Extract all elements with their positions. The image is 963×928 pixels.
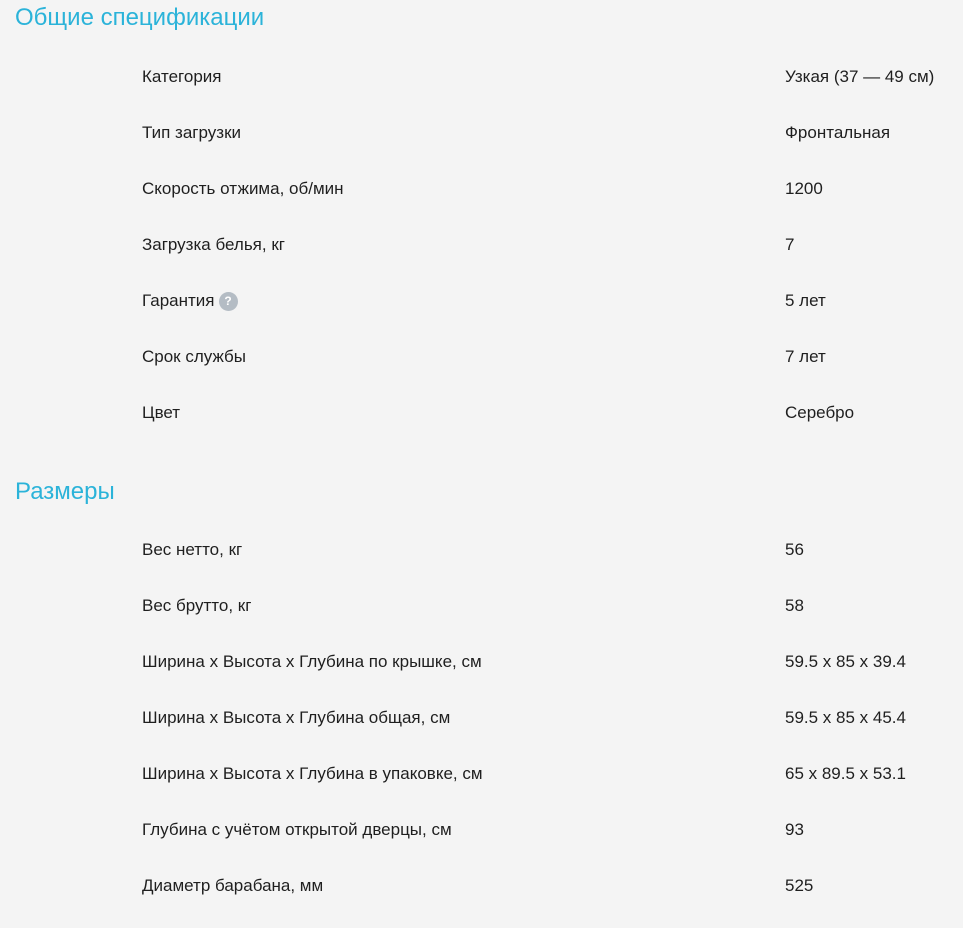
general-spec-list [0, 49, 963, 441]
spec-row-category [0, 49, 963, 105]
dimensions-spec-list [0, 522, 963, 914]
spec-label: Загрузка белья, кг [142, 235, 285, 254]
section-title-general: Общие спецификации [15, 4, 265, 31]
spec-row-service-life [0, 329, 963, 385]
spec-row-color [0, 385, 963, 441]
spec-value: 93 [785, 820, 804, 839]
spec-row-dimensions-total [0, 690, 963, 746]
spec-value: Узкая (37 — 49 см) [785, 67, 935, 86]
spec-value: 59.5 x 85 x 45.4 [785, 708, 906, 727]
spec-label: Глубина с учётом открытой дверцы, см [142, 820, 452, 839]
spec-row-dimensions-lid [0, 634, 963, 690]
spec-row-load-type [0, 105, 963, 161]
question-circle-icon[interactable]: ? [219, 292, 238, 311]
spec-row-gross-weight [0, 578, 963, 634]
spec-value: 58 [785, 596, 804, 615]
spec-value: 7 [785, 235, 795, 254]
spec-label: Скорость отжима, об/мин [142, 179, 344, 198]
spec-label: Вес брутто, кг [142, 596, 252, 615]
spec-value: Фронтальная [785, 123, 891, 142]
spec-value: 1200 [785, 179, 823, 198]
spec-label: Ширина x Высота x Глубина по крышке, см [142, 652, 482, 671]
spec-row-drum-diameter [0, 858, 963, 914]
spec-row-warranty [0, 273, 963, 329]
spec-value: 5 лет [785, 291, 826, 310]
spec-label-text: Гарантия [142, 291, 215, 310]
spec-value: 525 [785, 876, 814, 895]
spec-row-dimensions-package [0, 746, 963, 802]
spec-row-spin-speed [0, 161, 963, 217]
spec-value: 7 лет [785, 347, 826, 366]
spec-label: Срок службы [142, 347, 246, 366]
spec-label: Тип загрузки [142, 123, 242, 142]
spec-label: Ширина x Высота x Глубина общая, см [142, 708, 451, 727]
spec-value: 59.5 x 85 x 39.4 [785, 652, 906, 671]
spec-label: Категория [142, 67, 222, 86]
spec-value: 56 [785, 540, 804, 559]
spec-row-load-capacity [0, 217, 963, 273]
spec-value: Серебро [785, 403, 855, 422]
spec-row-net-weight [0, 522, 963, 578]
spec-label: Вес нетто, кг [142, 540, 243, 559]
spec-label: Цвет [142, 403, 181, 422]
spec-label: Ширина x Высота x Глубина в упаковке, см [142, 764, 483, 783]
spec-value: 65 x 89.5 x 53.1 [785, 764, 906, 783]
spec-label-warranty [142, 273, 238, 329]
section-title-dimensions: Размеры [15, 478, 115, 505]
spec-row-depth-door-open [0, 802, 963, 858]
spec-label: Диаметр барабана, мм [142, 876, 324, 895]
